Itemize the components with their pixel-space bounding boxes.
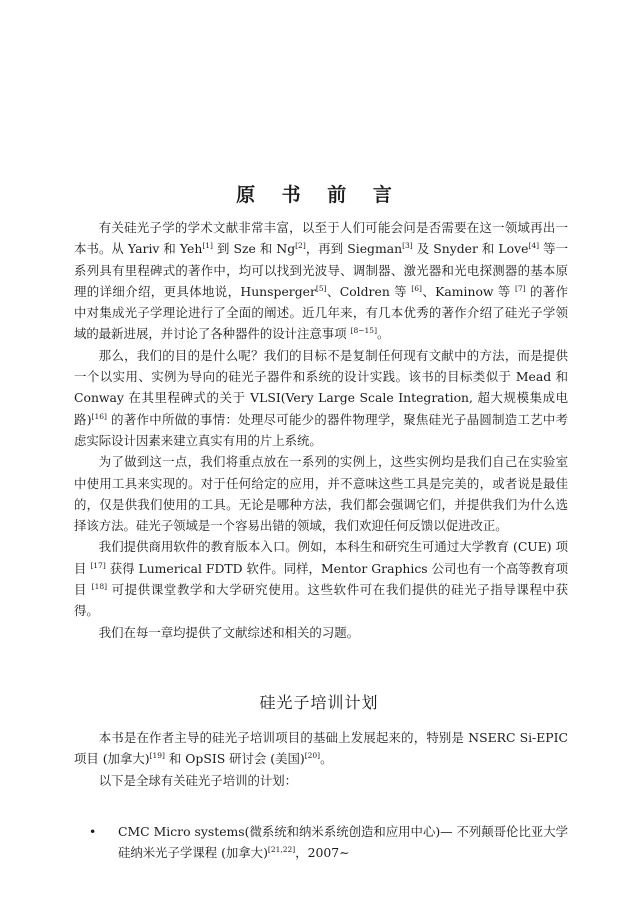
citation-ref: [17]: [90, 560, 106, 570]
citation-ref: [3]: [402, 241, 413, 251]
text-run: ，再到 Siegman: [305, 241, 403, 257]
citation-ref: [6]: [411, 283, 422, 293]
paragraph-5: [74, 622, 568, 643]
page-title: 原 书 前 言: [236, 184, 402, 206]
text-run: 可提供课堂教学和大学研究使用。这些软件可在我们提供的硅光子指导课程中获得。: [74, 582, 568, 619]
paragraph-2: [74, 345, 568, 451]
text-run: 以下是全球有关硅光子培训的计划：: [98, 772, 298, 788]
text-run: 的著作中所做的事情：处理尽可能少的器件物理学，聚焦硅光子晶圆制造工艺中考虑实际设计因素来建立真实有用的片上系统。: [74, 411, 568, 448]
paragraph-4: [74, 536, 568, 621]
text-run: 。: [377, 326, 390, 342]
section-body: [74, 727, 568, 791]
citation-ref: [21,22]: [267, 845, 296, 855]
citation-ref: [16]: [91, 411, 107, 421]
citation-ref: [7]: [515, 283, 526, 293]
preface-body: [74, 217, 568, 643]
text-run: 为了做到这一点，我们将重点放在一系列的实例上，这些实例均是我们自己在实验室中使用工具来实现的。对于任何给定的应用，并不意味这些工具是完美的，或者说是最佳的，仅是供我们使用的工具。无论是哪种方法，我们都会强调它们，并提供我们为什么选择该方法。硅光子领域是一个容易出错的领域，我们欢迎任何反馈以促进改正。: [74, 454, 568, 534]
text-run: 我们在每一章均提供了文献综述和相关的习题。: [98, 624, 359, 640]
text-run: 和 OpSIS 研讨会 (美国): [164, 751, 305, 767]
text-run: ，2007∼: [295, 845, 350, 861]
list-item-text: [118, 824, 568, 860]
text-run: 。: [320, 751, 333, 767]
program-list: [74, 821, 568, 864]
text-run: CMC Micro systems(微系统和纳米系统创造和应用中心)— 不列颠哥伦比亚大学硅纳米光子学课程 (加拿大): [118, 824, 569, 861]
paragraph-3: [74, 451, 568, 536]
text-run: 本书是在作者主导的硅光子培训项目的基础上发展起来的，特别是 NSERC Si-EPIC 项目 (加拿大): [74, 730, 568, 767]
list-item: [74, 821, 568, 864]
section-paragraph-1: [74, 727, 568, 770]
citation-ref: [8−15]: [350, 326, 377, 336]
citation-ref: [2]: [295, 241, 306, 251]
text-run: 有关硅光子学的学术文献非常丰富，以至于人们可能会问是否需要在这一领域再出一本书。从 Yariv 和 Yeh: [74, 220, 568, 257]
text-run: 那么，我们的目的是什么呢？我们的目标不是复制任何现有文献中的方法，而是提供一个以实用、实例为导向的硅光子器件和系统的设计实践。该书的目标类似于 Mead 和 Conway 在其里程碑式的关于 VLSI(Very Large Scale Integration, 超大规模集成电路): [74, 347, 568, 427]
citation-ref: [19]: [149, 751, 165, 761]
citation-ref: [18]: [91, 581, 108, 591]
citation-ref: [20]: [304, 751, 321, 761]
section-paragraph-2: [74, 770, 568, 791]
bullet-icon: •: [89, 824, 97, 839]
text-run: 、Coldren 等: [326, 283, 412, 299]
text-run: 我们提供商用软件的教育版本入口。例如，本科生和研究生可通过大学教育 (CUE) 项目: [74, 539, 568, 576]
text-run: 及 Snyder 和 Love: [412, 241, 529, 257]
section-title: 硅光子培训计划: [259, 693, 379, 712]
citation-ref: [5]: [315, 283, 327, 293]
text-run: 的著作中对集成光子学理论进行了全面的阐述。近几年来，有几本优秀的著作介绍了硅光子学领域的最新进展，并讨论了各种器件的设计注意事项: [74, 283, 568, 342]
text-run: 获得 Lumerical FDTD 软件。同样，Mentor Graphics 公司也有一个高等教育项目: [74, 560, 568, 598]
paragraph-1: [74, 217, 568, 345]
citation-ref: [1]: [202, 241, 213, 251]
text-run: 到 Sze 和 Ng: [212, 241, 296, 257]
text-run: 、Kaminow 等: [421, 283, 516, 299]
text-run: 等一系列具有里程碑式的著作中，均可以找到光波导、调制器、激光器和光电探测器的基本原理的详细介绍，更具体地说，Hunsperger: [74, 241, 568, 299]
citation-ref: [4]: [528, 241, 540, 251]
